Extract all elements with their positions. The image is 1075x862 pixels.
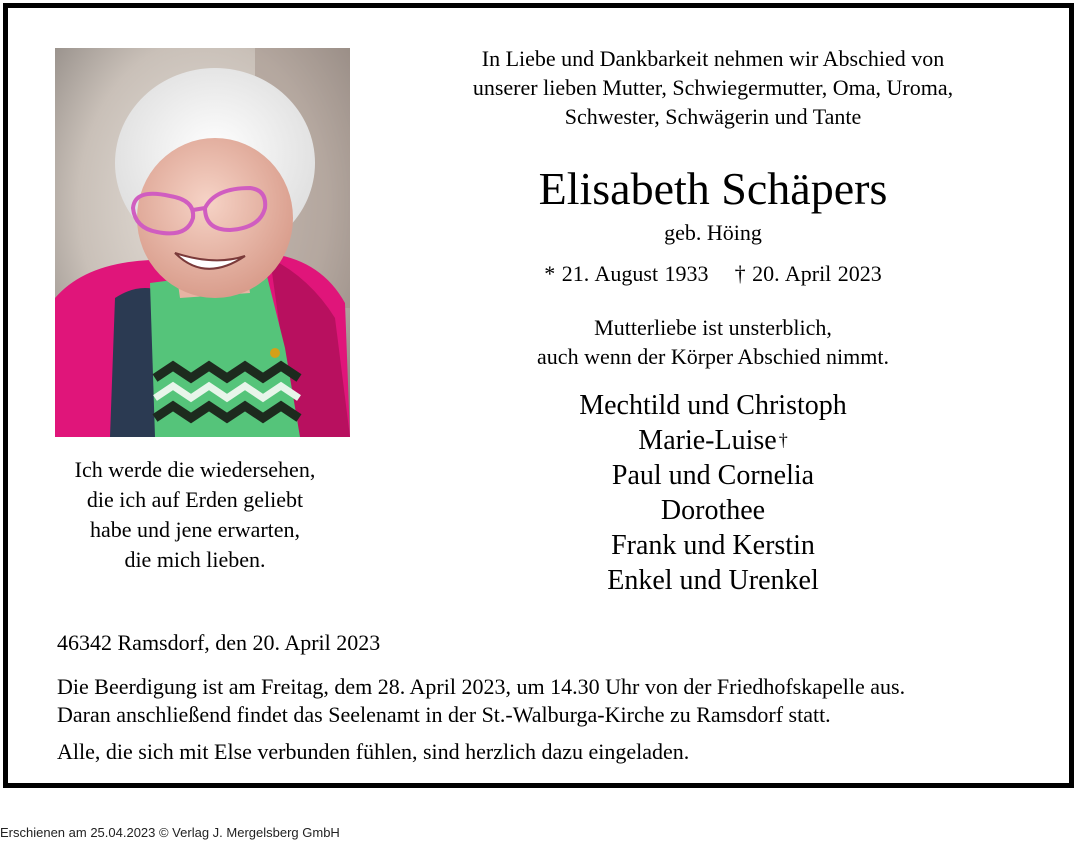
death-date: † 20. April 2023 [734, 261, 882, 286]
dagger-mark: † [778, 430, 788, 450]
family-member [408, 423, 1018, 458]
place-date: 46342 Ramsdorf, den 20. April 2023 [57, 630, 381, 655]
quote-line: auch wenn der Körper Abschied nimmt. [537, 344, 889, 369]
funeral-info [57, 673, 905, 729]
poem-line: Ich werde die wiedersehen, [74, 457, 316, 482]
family-list [408, 388, 1018, 598]
family-member: Frank und Kerstin [611, 530, 815, 561]
intro-line: unserer lieben Mutter, Schwiegermutter, Oma, Uroma, [472, 75, 954, 100]
publication-footer: Erschienen am 25.04.2023 © Verlag J. Mergelsberg GmbH [0, 825, 340, 840]
intro-text [408, 44, 1018, 131]
intro-line: In Liebe und Dankbarkeit nehmen wir Abschied von [481, 46, 945, 71]
poem-line: habe und jene erwarten, [89, 517, 301, 542]
invitation: Alle, die sich mit Else verbunden fühlen, sind herzlich dazu eingeladen. [57, 739, 690, 764]
family-member: Paul und Cornelia [611, 460, 815, 491]
portrait-illustration [55, 48, 350, 437]
quote-line: Mutterliebe ist unsterblich, [594, 315, 832, 340]
poem [45, 455, 345, 575]
funeral-line: Daran anschließend findet das Seelenamt in der St.-Walburga-Kirche zu Ramsdorf statt. [57, 702, 831, 727]
poem-line: die ich auf Erden geliebt [86, 487, 304, 512]
family-member: Mechtild und Christoph [579, 390, 847, 421]
life-dates [408, 260, 1018, 288]
portrait-photo [55, 48, 350, 437]
birth-date: * 21. August 1933 [544, 261, 709, 286]
family-member: Dorothee [660, 495, 766, 526]
deceased-name: Elisabeth Schäpers [538, 163, 888, 214]
birth-name: geb. Höing [664, 220, 762, 245]
obituary-frame [3, 3, 1074, 788]
family-member: Enkel und Urenkel [607, 565, 819, 596]
family-member-name: Marie-Luise [638, 425, 777, 456]
funeral-line: Die Beerdigung ist am Freitag, dem 28. April 2023, um 14.30 Uhr von der Friedhofskapelle aus. [57, 674, 906, 699]
quote [408, 313, 1018, 371]
poem-line: die mich lieben. [124, 547, 266, 572]
intro-line: Schwester, Schwägerin und Tante [564, 104, 862, 129]
